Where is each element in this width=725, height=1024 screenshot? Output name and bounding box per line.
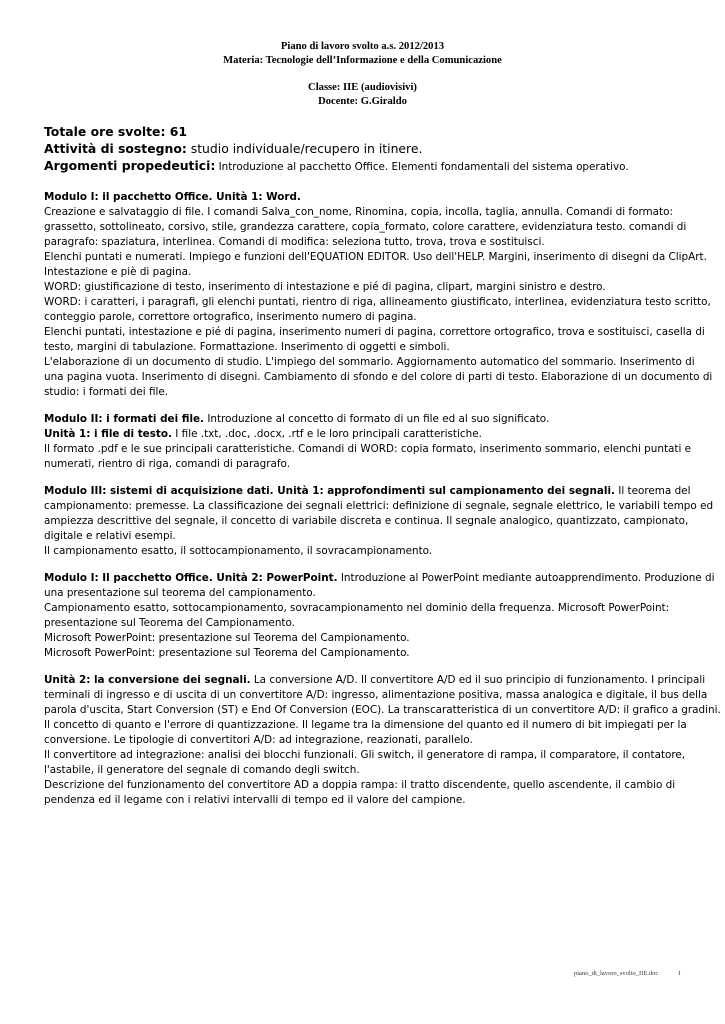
text-line: Creazione e salvataggio di file. I comandi Salva_con_nome, Rinomina, copia, incolla, taglia, annulla. Comandi di formato: [44,206,673,218]
text-line: studio: i formati dei file. [44,386,169,398]
text-line: conversione. Le tipologie di convertitori A/D: ad integrazione, reazionati, parallelo. [44,734,473,746]
text-line: L'elaborazione di un documento di studio. L'impiego del sommario. Aggiornamento automatico del sommario. Inserimento di [44,356,695,368]
text-line: parola d'uscita, Start Conversion (ST) e End Of Conversion (EOC). La transcaratteristica di un convertitore A/D: il grafico a gradini. [44,704,721,716]
page-footer [574,970,694,977]
module-heading-text: Il teorema del [614,485,691,497]
text-line: paragrafo: spaziatura, interlinea. Comandi di modifica: seleziona tutto, trova, trova e sostituisci. [44,236,545,248]
text-line: Microsoft PowerPoint: presentazione sul Teorema del Campionamento. [44,632,410,644]
text-line: l'astabile, il generatore del segnale di comando degli switch. [44,764,360,776]
text-line: campionamento: premesse. La classificazione dei segnali elettrici: definizione di segnale, segnale elettrico, le variabili tempo ed [44,500,714,512]
text-line: digitale e relativi esempi. [44,530,176,542]
text-line: conteggio parole, correttore ortografico, inserimento numero di pagina. [44,311,417,323]
module-heading-text: Introduzione al concetto di formato di un file ed al suo significato. [204,413,550,425]
unit-conversion-section [44,673,721,808]
footer-filename: piano_di_lavoro_svolto_IIE.doc [574,970,659,977]
text-line: una pagina vuota. Inserimento di disegni. Cambiamento di sfondo e del colore di parti di testo. Elaborazione di un documento di [44,371,713,383]
text-line: Elenchi puntati, intestazione e pié di pagina, inserimento numeri di pagina, correttore ortografico, trova e sostituisci, casella di [44,326,705,338]
page-number: 1 [678,970,682,977]
document-header [0,40,725,109]
module-file-formats-section [44,412,692,472]
prereq-text: Introduzione al pacchetto Office. Elementi fondamentali del sistema operativo. [215,161,629,173]
module-heading-text: Introduzione al PowerPoint mediante autoapprendimento. Produzione di [337,572,715,584]
text-line: numerati, rientro di riga, comandi di paragrafo. [44,458,291,470]
prereq-label: Argomenti propedeutici: [44,158,216,173]
module-heading: Modulo III: sistemi di acquisizione dati. Unità 1: approfondimenti sul campionamento dei segnali. [44,485,615,497]
text-line: Il convertitore ad integrazione: analisi dei blocchi funzionali. Gli switch, il generatore di rampa, il comparatore, il contatore, [44,749,686,761]
support-label: Attività di sostegno: [44,141,187,156]
text-line: Descrizione del funzionamento del convertitore AD a doppia rampa: il tratto discendente, quello ascendente, il cambio di [44,779,676,791]
module-word-section [44,190,713,400]
module-heading: Modulo I: il pacchetto Office. Unità 1: Word. [44,191,301,203]
text-line: testo, margini di tabulazione. Formattazione. Inserimento di oggetti e simboli. [44,341,450,353]
header-teacher: Docente: G.Giraldo [318,96,407,107]
module-heading: Modulo II: i formati dei file. [44,413,205,425]
module-heading-text: La conversione A/D. Il convertitore A/D ed il suo principio di funzionamento. I principali [250,674,706,686]
text-line: una presentazione sul teorema del campionamento. [44,587,316,599]
text-line: Il campionamento esatto, il sottocampionamento, il sovracampionamento. [44,545,433,557]
document-body [44,190,721,808]
module-heading: Modulo I: Il pacchetto Office. Unità 2: PowerPoint. [44,572,338,584]
header-subject: Materia: Tecnologie dell’Informazione e della Comunicazione [223,55,502,66]
header-title: Piano di lavoro svolto a.s. 2012/2013 [280,41,445,52]
summary-block [44,123,694,176]
module-heading: Unità 2: la conversione dei segnali. [44,674,251,686]
support-text: studio individuale/recupero in itinere. [186,141,423,156]
module-sampling-section [44,484,714,559]
text-line: terminali di ingresso e di uscita di un convertitore A/D: ingresso, alimentazione positiva, massa analogica e digitale, il bus della [44,689,708,701]
text-line: Campionamento esatto, sottocampionamento, sovracampionamento nel dominio della frequenza. Microsoft PowerPoint: [44,602,670,614]
text-line: Microsoft PowerPoint: presentazione sul Teorema del Campionamento. [44,647,410,659]
text-line: presentazione sul Teorema del Campionamento. [44,617,295,629]
unit-heading: Unità 1: i file di testo. [44,428,172,440]
text-line: Il concetto di quanto e l'errore di quantizzazione. Il legame tra la dimensione del quanto ed il numero di bit impiegati per la [44,719,687,731]
text-line: Intestazione e piè di pagina. [44,266,192,278]
header-class: Classe: IIE (audiovisivi) [308,82,417,93]
text-line: Elenchi puntati e numerati. Impiego e funzioni dell'EQUATION EDITOR. Uso dell'HELP. Margini, inserimento di disegni da ClipArt. [44,251,707,263]
text-line: grassetto, sottolineato, corsivo, stile, grandezza carattere, copia_formato, colore carattere, evidenziatura testo. comandi di [44,221,687,233]
module-powerpoint-section [44,571,715,661]
text-line: WORD: i caratteri, i paragrafi, gli elenchi puntati, rientro di riga, allineamento giustificato, interlinea, evidenziatura testo scritto, [44,296,711,308]
unit-heading-text: I file .txt, .doc, .docx, .rtf e le loro principali caratteristiche. [171,428,482,440]
text-line: ampiezza descrittive del segnale, il concetto di variabile discreta e continua. Il segnale analogico, quantizzato, campionato, [44,515,689,527]
text-line: pendenza ed il legame con i relativi intervalli di tempo ed il valore del campione. [44,794,466,806]
text-line: WORD: giustificazione di testo, inserimento di intestazione e pié di pagina, clipart, margini sinistro e destro. [44,281,606,293]
total-hours: Totale ore svolte: 61 [44,124,187,139]
text-line: Il formato .pdf e le sue principali caratteristiche. Comandi di WORD: copia formato, inserimento sommario, elenchi puntati e [44,443,692,455]
